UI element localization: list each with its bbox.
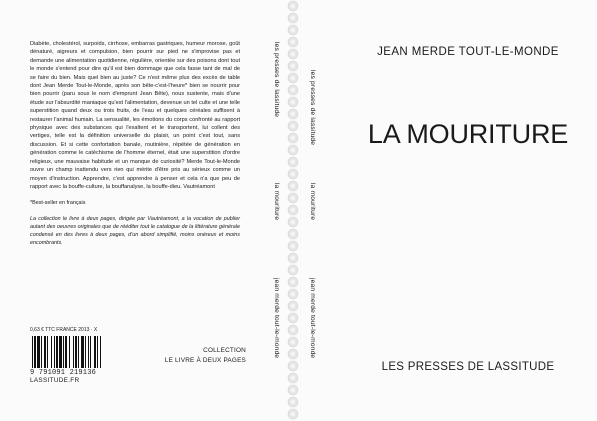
barcode-bars xyxy=(30,336,122,368)
spine xyxy=(254,0,310,421)
barcode-bar xyxy=(41,336,42,368)
barcode-bar xyxy=(32,336,33,368)
barcode-bar xyxy=(100,336,101,368)
spine-pattern xyxy=(286,0,300,421)
barcode-bar xyxy=(85,336,86,368)
bestseller-note: *Best-seller en français xyxy=(30,200,86,207)
front-title: LA MOURITURE xyxy=(367,119,569,149)
barcode-bar xyxy=(37,336,40,368)
collection-description: La collection le livre à deux pages, dirigée par Vautréamont, a la vocation de publier autant des oeuvres originales que de rééditer tout le catalogue de la littérature générale condensé en des livres à deux pages, d'un abord simplifié, moins onéreux et moins encombrants. xyxy=(30,216,240,247)
spine-title-right: la mouriture xyxy=(309,183,316,221)
barcode-bar xyxy=(47,336,48,368)
back-cover-blurb: Diabète, cholestérol, surpoids, cirrhose, embarras gastriques, humeur morose, goût dénaturé, aigreurs et compulsion, bien pourrir sur pied ne s'improvise pas et demande une alimentation quotidienne, régulière, orientée sur des poisons dont tout le monde s'entend pour dire qu'il est bien dommage que cela fasse tant de mal de se faire du bien. Mais quel bien au juste? Ce n'est même plus des excès de table dont Jean Merde Tout-le-Monde, après son bête-c'est-l'heure* bien se nourrir pour bien pourrir (paru sous le nom d'emprunt Jean Bête), nous sustente, mais d'une étude sur l'absurdité maniaque qu'est l'alimentation, devenue un tel culte et une telle superstition quand deux ou trois fruits, de l'eau et quelques céréales suffisent à restaurer l'animal humain. La sensualité, les émotions du corps confronté au rapport physique avec des substances qui l'exaltent et le transportent, lui collent des vertiges, telle est la définition universelle du plaisir, un point c'est tout, sans discussion. Et si cette confortation banale, routinière, répétée de génération en génération comme le catéchisme de l'homme éternel, était une superstition d'ordre religieux, une mauvaise habitude et un manque de curiosité? Merde Tout-le-Monde ouvre un champ inattendu vers rien qui mérite d'être pris au sérieux comme un moyen d'instruction. Apprendre, c'est apprendre à penser et cela n'a que peu de rapport avec la bouffe-culture, la bouffanalyse, la bouffe-dieu. Vautréamont xyxy=(30,41,240,190)
barcode-bar xyxy=(56,336,58,368)
barcode-bar xyxy=(88,336,89,368)
barcode-bar xyxy=(73,336,74,368)
barcode-bar xyxy=(44,336,46,368)
barcode-bar xyxy=(78,336,79,368)
barcode xyxy=(30,336,122,377)
barcode-bar xyxy=(34,336,36,368)
barcode-bar xyxy=(69,336,70,368)
barcode-bar xyxy=(75,336,77,368)
front-publisher: LES PRESSES DE LASSITUDE xyxy=(381,361,555,373)
barcode-bar xyxy=(63,336,64,368)
barcode-bar xyxy=(54,336,55,368)
price-label: 0,63 € TTC FRANCE 2013 · X xyxy=(30,327,98,333)
spine-author-left: jean merde tout-le-monde xyxy=(273,278,280,359)
barcode-bar xyxy=(65,336,67,368)
barcode-bar xyxy=(51,336,52,368)
barcode-bar xyxy=(90,336,91,368)
collection-label xyxy=(150,346,246,366)
spine-author-right: jean merde tout-le-monde xyxy=(309,278,316,359)
collection-label-line1: COLLECTION xyxy=(203,347,246,354)
front-author: JEAN MERDE TOUT-LE-MONDE xyxy=(377,46,559,58)
collection-label-line2: LE LIVRE À DEUX PAGES xyxy=(164,357,246,364)
barcode-bar xyxy=(94,336,96,368)
website-label: LASSITUDE.FR xyxy=(30,377,80,384)
barcode-bar xyxy=(97,336,98,368)
spine-title-left: la mouriture xyxy=(273,183,280,221)
spine-publisher-right: les presses de lassitude xyxy=(309,70,316,146)
spine-publisher-left: les presses de lassitude xyxy=(273,42,280,118)
isbn-number: 9 791091 219136 xyxy=(30,369,97,377)
barcode-bar xyxy=(81,336,84,368)
back-cover xyxy=(30,40,240,247)
barcode-bar xyxy=(59,336,62,368)
